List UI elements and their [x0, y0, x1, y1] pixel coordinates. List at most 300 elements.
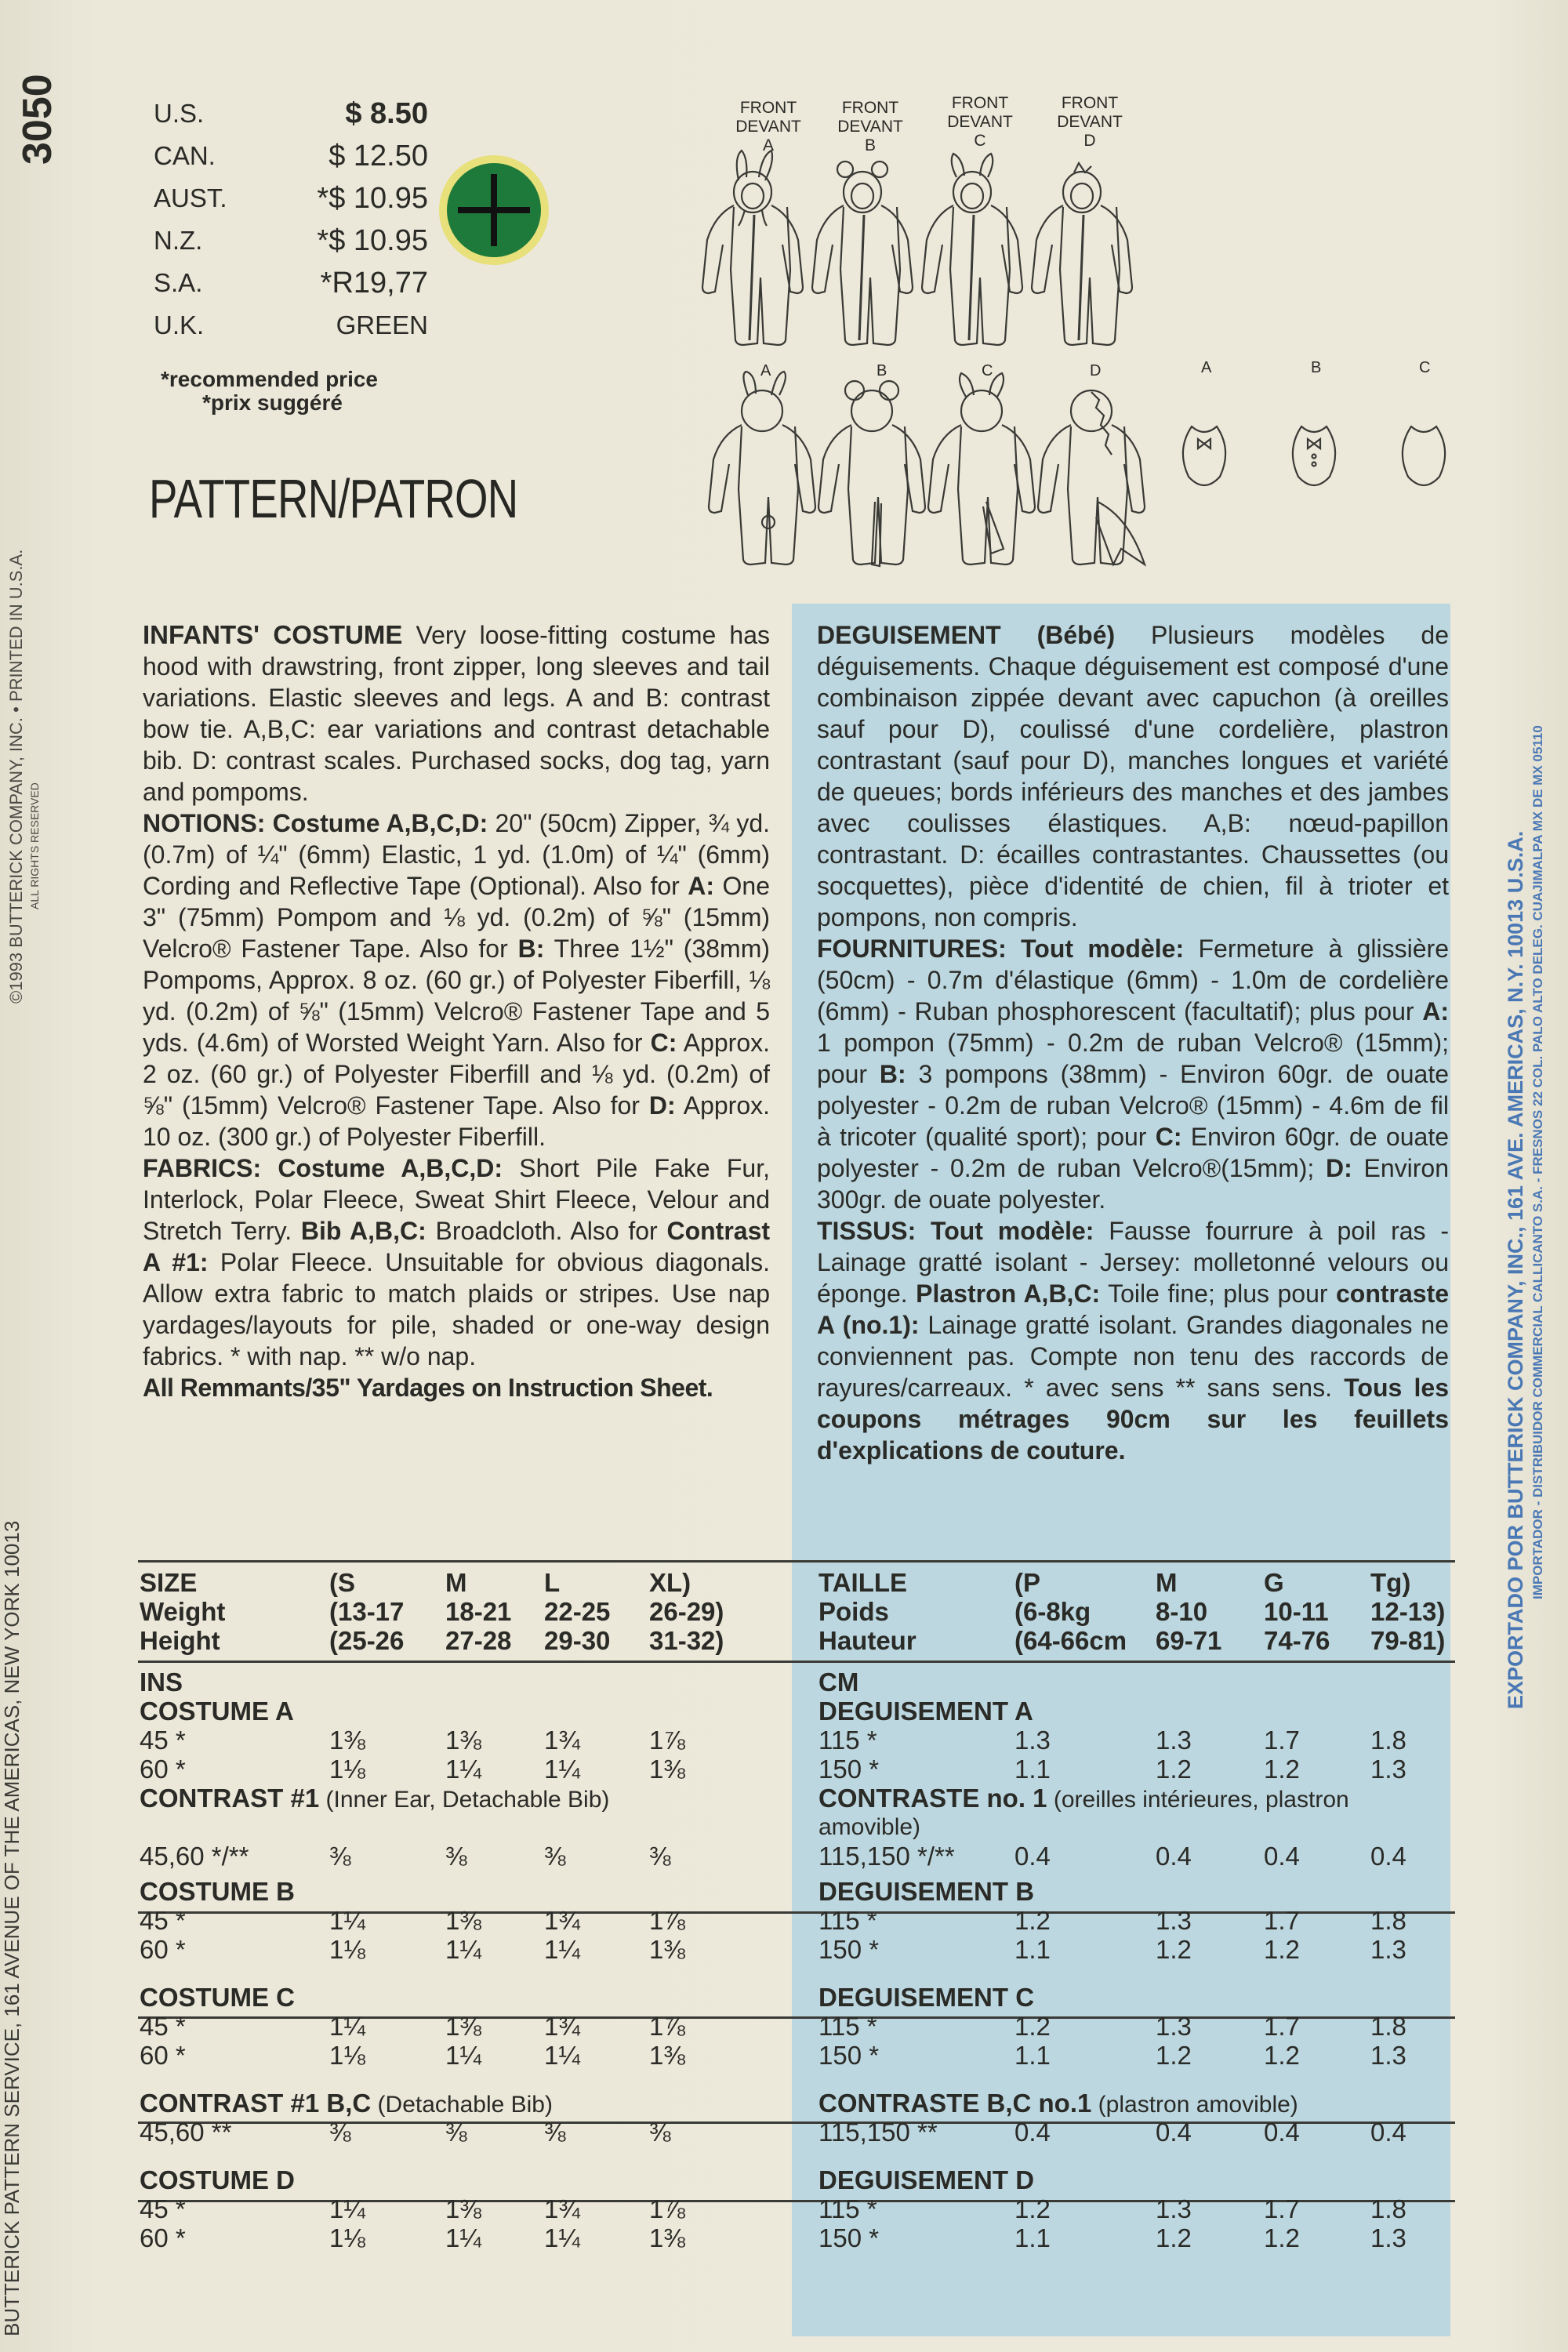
table-cell: 0.4 [1264, 2118, 1300, 2147]
table-cell: 1.1 [1014, 2041, 1051, 2070]
table-cell: ⅜ [329, 1842, 351, 1871]
table-cell: 1⅞ [649, 1726, 685, 1755]
table-cell: 0.4 [1156, 2118, 1192, 2147]
price-value: $ 8.50 [345, 97, 428, 130]
table-row [818, 2118, 1446, 2147]
front-label: FRONT [1061, 94, 1119, 112]
table-cell: 79-81) [1370, 1626, 1446, 1655]
table-cell: 1⅜ [649, 2041, 685, 2070]
table-cell: 0.4 [1370, 1842, 1406, 1871]
price-row [154, 304, 428, 347]
table-cell: 31-32) [649, 1626, 724, 1655]
costume-c-front-illustration [922, 154, 1022, 345]
row-label: CONTRASTE no. 1 [818, 1784, 1047, 1813]
table-header-row [140, 1626, 782, 1655]
table-cell: 1⅛ [329, 2041, 365, 2070]
table-row [140, 1842, 782, 1871]
fournitures-modele: Tout modèle: [1006, 935, 1185, 963]
table-cell: ⅜ [329, 2118, 351, 2147]
fournitures-heading: FOURNITURES: [817, 935, 1007, 963]
table-cell: 8-10 [1156, 1597, 1208, 1626]
back-view-letter: A [760, 362, 771, 379]
notions-paragraph [143, 808, 770, 1152]
remnants-note: All Remmants/35" Yardages on Instruction Sheet. [143, 1374, 713, 1402]
devant-label: DEVANT [837, 118, 903, 136]
pattern-title: PATTERN/PATRON [149, 468, 518, 529]
contrast-heading [818, 1784, 1446, 1813]
price-row [154, 93, 428, 135]
table-cell: 150 * [818, 1935, 880, 1964]
row-note: (Detachable Bib) [371, 2092, 553, 2118]
tissus-text: Lainage gratté isolant. Grandes diagonales ne conviennent pas. Compte non tenu des raccords de rayures/carreaux. * avec sens ** sans sens. [817, 1311, 1450, 1402]
view-label-d [1043, 94, 1137, 151]
table-cell: 150 * [818, 2041, 880, 2070]
price-country: S.A. [154, 268, 203, 297]
costume-b-front-illustration [812, 162, 913, 345]
table-cell: 115 * [818, 2012, 877, 2041]
description-paragraph [817, 619, 1449, 933]
contrast-heading [140, 2089, 782, 2118]
table-cell: 1¾ [544, 2012, 580, 2041]
costume-title: INFANTS' COSTUME [143, 620, 403, 649]
front-label: FRONT [739, 99, 797, 117]
fournitures-text: Environ 300gr. de ouate polyester. [817, 1154, 1449, 1214]
table-cell: 1¼ [544, 2041, 580, 2070]
table-cell: 1¼ [329, 2194, 365, 2223]
table-cell: 29-30 [544, 1626, 611, 1655]
table-cell: 1¾ [544, 1726, 580, 1755]
view-label-b [823, 99, 917, 155]
fabrics-costume: Costume A,B,C,D: [261, 1154, 503, 1182]
table-cell: Height [140, 1626, 220, 1655]
bib-view-letter: B [1311, 359, 1322, 376]
costume-title: DEGUISEMENT (Bébé) [817, 621, 1116, 649]
row-note: (oreilles intérieures, plastron [1047, 1787, 1349, 1813]
back-view-letter: B [877, 362, 887, 379]
table-cell: TAILLE [818, 1568, 908, 1597]
price-country: U.S. [154, 99, 205, 128]
section-divider [138, 1560, 1455, 1563]
table-cell: 1¼ [329, 2012, 365, 2041]
table-cell: 0.4 [1014, 1842, 1051, 1871]
table-cell: (6-8kg [1014, 1597, 1091, 1626]
table-cell: 1⅜ [445, 2194, 481, 2223]
table-row [818, 2194, 1446, 2223]
table-cell: 1⅜ [445, 1726, 481, 1755]
fournitures-b: B: [879, 1060, 906, 1088]
price-row [154, 220, 428, 262]
table-cell: 12-13) [1370, 1597, 1446, 1626]
table-cell: 1.2 [1264, 2041, 1300, 2070]
table-cell: L [544, 1568, 561, 1597]
table-cell: 1.2 [1014, 2012, 1051, 2041]
fournitures-text: Fermeture à glissière (50cm) - 0.7m d'élastique (6mm) - 1.0m de cordelière (6mm) - Ruban phosphorescent (facultatif); plus pour [817, 935, 1450, 1025]
table-cell: 1.2 [1156, 2223, 1192, 2252]
row-label: DEGUISEMENT B [818, 1877, 1035, 1906]
fournitures-text: Environ 60gr. de ouate polyester - 0.2m de ruban Velcro®(15mm); [817, 1123, 1450, 1182]
bib-view-letter: A [1201, 359, 1212, 376]
row-label: DEGUISEMENT A [818, 1697, 1033, 1726]
table-cell: Poids [818, 1597, 889, 1626]
yardage-table-english [140, 1568, 782, 2252]
table-cell: 1¾ [544, 2194, 580, 2223]
fournitures-c: C: [1155, 1123, 1182, 1151]
table-cell: 1.8 [1370, 1726, 1406, 1755]
tissus-end: Tous les coupons métrages 90cm sur les feuillets d'explications de couture. [817, 1374, 1450, 1465]
table-cell: 1¼ [544, 1755, 580, 1784]
table-cell: 1⅞ [649, 2012, 685, 2041]
table-cell: 1¼ [544, 1935, 580, 1964]
table-cell: M [445, 1568, 467, 1597]
costume-description: Plusieurs modèles de déguisements. Chaque déguisement est composé d'une combinaison zippée devant avec capuchon (à oreilles sauf pour D), coulissé d'une cordelière, plastron contrastant (sauf pour D), manches longues et variété de queues; bords inférieurs des manches et des jambes avec coulisses élastiques. A,B: nœud-papillon contrastant. D: écailles contrastantes. Chaussettes (ou socquettes), pièce d'identité de chien, fil à trioter et pompons, non compris. [817, 621, 1450, 931]
table-cell: 1¼ [445, 1755, 481, 1784]
table-cell: 45 * [140, 1906, 186, 1935]
notions-costume: Costume A,B,C,D: [265, 809, 488, 837]
table-cell: 1.8 [1370, 2012, 1406, 2041]
fabrics-text: Short Pile Fake Fur, Interlock, Polar Fleece, Sweat Shirt Fleece, Velour and Stretch Terry. [143, 1154, 771, 1245]
description-paragraph [143, 619, 770, 808]
table-row [140, 2223, 782, 2252]
fabrics-bib: Bib A,B,C: [300, 1217, 426, 1245]
price-country: CAN. [154, 141, 216, 170]
table-cell: 60 * [140, 2223, 186, 2252]
tissus-paragraph [817, 1215, 1449, 1466]
table-cell: 45 * [140, 2194, 186, 2223]
table-cell: 1.2 [1156, 2041, 1192, 2070]
row-label: COSTUME A [140, 1697, 294, 1726]
table-cell: 0.4 [1014, 2118, 1051, 2147]
table-cell: 18-21 [445, 1597, 512, 1626]
front-view-labels [706, 94, 1160, 157]
table-cell: 1.7 [1264, 1726, 1300, 1755]
fabrics-contrast: Contrast A #1: [143, 1217, 771, 1276]
costume-c-back-illustration [928, 373, 1035, 564]
table-cell: (S [329, 1568, 355, 1597]
table-cell: (P [1014, 1568, 1040, 1597]
table-row [140, 1935, 782, 1964]
devant-label: DEVANT [1057, 113, 1123, 131]
table-cell: 45 * [140, 1726, 186, 1755]
import-line: IMPORTADOR - DISTRIBUIDOR COMMERCIAL CALLICANTO S.A. - FRESNOS 22 COL. PALO ALTO DELEG. CUAJIMALPA MX DE MX 05110 [1530, 725, 1545, 1599]
rights-line: ALL RIGHTS RESERVED [28, 782, 41, 909]
table-cell: Weight [140, 1597, 226, 1626]
table-row [140, 2041, 782, 2070]
table-cell: 74-76 [1264, 1626, 1330, 1655]
notions-text: Approx. 2 oz. (60 gr.) of Polyester Fiberfill and ⅛ yd. (0.2m) of ⅝" (15mm) Velcro® Fastener Tape. Also for [143, 1029, 771, 1120]
table-cell: 1¼ [445, 2223, 481, 2252]
table-row [818, 1726, 1446, 1755]
table-cell: 1⅜ [649, 2223, 685, 2252]
table-header-row [140, 1568, 782, 1597]
table-row [818, 1755, 1446, 1784]
costume-heading [818, 1877, 1446, 1906]
table-cell: 1.3 [1370, 1935, 1406, 1964]
view-label-c [933, 94, 1027, 151]
notions-b: B: [517, 935, 545, 963]
table-cell: 115,150 ** [818, 2118, 938, 2147]
table-cell: 1.8 [1370, 2194, 1406, 2223]
row-note: amovible) [818, 1814, 921, 1840]
bib-view-letter: C [1419, 359, 1431, 376]
table-cell: 1.3 [1156, 2194, 1192, 2223]
fournitures-text: 3 pompons (38mm) - Environ 60gr. de ouate polyester - 0.2m de ruban Velcro® (15mm) - 4.6m de fil à tricoter (qualité sport); pour [817, 1060, 1450, 1151]
view-label-a [721, 99, 815, 155]
tissus-text: Toile fine; plus pour [1100, 1279, 1336, 1308]
table-cell: 0.4 [1264, 1842, 1300, 1871]
table-cell: 60 * [140, 1755, 186, 1784]
table-cell: SIZE [140, 1568, 198, 1597]
fournitures-paragraph [817, 933, 1449, 1215]
table-cell: 1⅛ [329, 1935, 365, 1964]
table-cell: ⅜ [445, 2118, 467, 2147]
table-header-row [140, 1597, 782, 1626]
table-cell: 0.4 [1156, 1842, 1192, 1871]
bib-a-illustration [1183, 426, 1225, 485]
table-cell: 1⅞ [649, 2194, 685, 2223]
table-row [818, 1842, 1446, 1871]
row-label: COSTUME C [140, 1983, 295, 2012]
fabrics-heading: FABRICS: [143, 1154, 262, 1182]
row-label: CONTRAST #1 [140, 1784, 320, 1813]
notions-text: One 3" (75mm) Pompom and ⅛ yd. (0.2m) of ⅝" (15mm) Velcro® Fastener Tape. Also for [143, 872, 771, 963]
table-cell: 1.7 [1264, 1906, 1300, 1935]
table-cell: 1.3 [1156, 1726, 1192, 1755]
table-row [818, 1935, 1446, 1964]
costume-heading [818, 1697, 1446, 1726]
yardage-table-french [818, 1568, 1446, 2252]
table-cell: 60 * [140, 1935, 186, 1964]
table-row [140, 2194, 782, 2223]
price-country: U.K. [154, 310, 205, 339]
table-cell: ⅜ [445, 1842, 467, 1871]
publisher-address: BUTTERICK PATTERN SERVICE, 161 AVENUE OF THE AMERICAS, NEW YORK 10013 [0, 1520, 24, 2336]
green-pattern-symbol-icon [447, 163, 541, 257]
tissus-contraste: contraste A (no.1): [817, 1279, 1450, 1339]
table-row [818, 2012, 1446, 2041]
table-header-row [818, 1568, 1446, 1597]
tissus-modele: Tout modèle: [916, 1217, 1094, 1245]
costume-b-back-illustration [818, 381, 925, 566]
price-value: GREEN [336, 310, 428, 339]
notions-text: Approx. 10 oz. (300 gr.) of Polyester Fiberfill. [143, 1091, 770, 1151]
table-cell: 1¼ [329, 1906, 365, 1935]
table-cell: 1¼ [445, 1935, 481, 1964]
back-view-letter: C [982, 362, 993, 379]
table-header-row [818, 1597, 1446, 1626]
tissus-text: Fausse fourrure à poil ras - Lainage gratté isolant - Jersey: molletonné velours ou éponge. [817, 1217, 1450, 1308]
table-cell: 115 * [818, 1906, 877, 1935]
table-cell: 60 * [140, 2041, 186, 2070]
notions-heading: NOTIONS: [143, 809, 266, 837]
contrast-heading [140, 1784, 782, 1813]
table-row [140, 1755, 782, 1784]
table-cell: 1.3 [1370, 1755, 1406, 1784]
devant-label: DEVANT [735, 118, 801, 136]
row-label: CONTRASTE B,C no.1 [818, 2089, 1092, 2118]
notions-text: 20" (50cm) Zipper, ¾ yd. (0.7m) of ¼" (6mm) Elastic, 1 yd. (1.0m) of ¼" (6mm) Cording and Reflective Tape (Optional). Also for [143, 809, 771, 900]
table-row [140, 2118, 782, 2147]
price-value: $ 12.50 [328, 140, 428, 172]
back-view-letter: D [1090, 362, 1102, 379]
table-cell: 1.7 [1264, 2012, 1300, 2041]
table-cell: 1.1 [1014, 2223, 1051, 2252]
costume-a-front-illustration [702, 151, 803, 345]
french-description [817, 619, 1449, 1466]
table-header-row [818, 1626, 1446, 1655]
recommended-price-note: *recommended price [161, 367, 378, 391]
notions-text: Three 1½" (38mm) Pompoms, Approx. 8 oz. (60 gr.) of Polyester Fiberfill, ⅛ yd. (0.2m) of ⅝" (15mm) Velcro® Fastener Tape and 5 yds. (4.6m) of Worsted Weight Yarn. Also for [143, 935, 771, 1057]
view-letter: A [762, 136, 774, 154]
table-cell: 69-71 [1156, 1626, 1222, 1655]
suggested-price-note: *prix suggéré [202, 390, 343, 415]
table-cell: 45,60 ** [140, 2118, 232, 2147]
unit-row [818, 1668, 1446, 1697]
table-cell: 1.3 [1370, 2041, 1406, 2070]
costume-heading [140, 1697, 782, 1726]
costume-a-back-illustration [709, 372, 815, 564]
notions-d: D: [648, 1091, 676, 1120]
price-row [154, 135, 428, 177]
row-label: DEGUISEMENT C [818, 1983, 1035, 2012]
table-cell: (13-17 [329, 1597, 405, 1626]
row-note: (Inner Ear, Detachable Bib) [319, 1787, 610, 1813]
table-cell: G [1264, 1568, 1284, 1597]
costume-d-back-illustration [1038, 390, 1145, 564]
table-cell: 22-25 [544, 1597, 611, 1626]
table-cell: 1⅛ [329, 2223, 365, 2252]
table-cell: 1⅜ [445, 2012, 481, 2041]
table-cell: 1⅞ [649, 1906, 685, 1935]
price-value: *$ 10.95 [317, 182, 428, 215]
table-cell: ⅜ [544, 2118, 566, 2147]
back-view-illustrations [698, 368, 1482, 588]
table-cell: 1.8 [1370, 1906, 1406, 1935]
row-note: (plastron amovible) [1091, 2092, 1298, 2118]
price-row [154, 262, 428, 304]
table-cell: XL) [649, 1568, 691, 1597]
row-label: COSTUME B [140, 1877, 295, 1906]
contrast-heading [818, 2089, 1446, 2118]
costume-heading [140, 1983, 782, 2012]
fournitures-a: A: [1422, 997, 1449, 1025]
table-cell: 1⅜ [329, 1726, 365, 1755]
table-cell: 1⅜ [649, 1755, 685, 1784]
table-cell: 10-11 [1264, 1597, 1329, 1626]
table-row [818, 1906, 1446, 1935]
tissus-heading: TISSUS: [817, 1217, 916, 1245]
fournitures-d: D: [1326, 1154, 1352, 1182]
fournitures-text: 1 pompon (75mm) - 0.2m de ruban Velcro® (15mm); pour [817, 1029, 1449, 1088]
view-letter: D [1083, 132, 1096, 150]
table-cell: 1.1 [1014, 1755, 1051, 1784]
table-cell: 1¼ [445, 2041, 481, 2070]
tissus-plastron: Plastron A,B,C: [916, 1279, 1101, 1308]
row-label: CONTRAST #1 B,C [140, 2089, 372, 2118]
table-cell: 150 * [818, 1755, 880, 1784]
costume-heading [140, 1877, 782, 1906]
table-cell: 1.2 [1156, 1755, 1192, 1784]
contrast-heading-continued [818, 1813, 1446, 1842]
price-value: *R19,77 [320, 267, 428, 299]
bib-b-illustration [1293, 426, 1335, 485]
table-cell: (64-66cm [1014, 1626, 1127, 1655]
table-cell: 1⅜ [445, 1906, 481, 1935]
costume-heading [818, 2165, 1446, 2194]
fabrics-text: Polar Fleece. Unsuitable for obvious diagonals. Allow extra fabric to match plaids or stripes. Use nap yardages/layouts for pile, shaded or one-way design fabrics. * with nap. ** w/o nap. [143, 1248, 771, 1370]
table-row [818, 2041, 1446, 2070]
costume-heading [140, 2165, 782, 2194]
table-cell: 1.1 [1014, 1935, 1051, 1964]
table-cell: ⅜ [649, 2118, 671, 2147]
english-description [143, 619, 770, 1403]
notions-a: A: [688, 872, 715, 900]
table-cell: 1.3 [1156, 1906, 1192, 1935]
table-cell: 150 * [818, 2223, 880, 2252]
row-label: COSTUME D [140, 2165, 295, 2194]
table-cell: 1.3 [1370, 2223, 1406, 2252]
table-row [140, 1906, 782, 1935]
table-row [140, 2012, 782, 2041]
view-letter: B [864, 136, 876, 154]
costume-heading [818, 1983, 1446, 2012]
price-value: *$ 10.95 [317, 224, 428, 257]
front-label: FRONT [841, 99, 899, 117]
front-label: FRONT [951, 94, 1009, 112]
table-cell: 1⅜ [649, 1935, 685, 1964]
table-row [140, 1726, 782, 1755]
price-row [154, 177, 428, 220]
table-cell: 1.2 [1156, 1935, 1192, 1964]
copyright-line: ©1993 BUTTERICK COMPANY, INC. • PRINTED IN U.S.A. [6, 549, 26, 1004]
unit-row [140, 1668, 782, 1697]
table-cell: 1.2 [1014, 2194, 1051, 2223]
table-cell: 1.2 [1014, 1906, 1051, 1935]
table-cell: Tg) [1370, 1568, 1411, 1597]
price-table [154, 93, 428, 347]
table-cell: 0.4 [1370, 2118, 1406, 2147]
costume-d-front-illustration [1032, 163, 1132, 345]
table-cell: 115 * [818, 1726, 877, 1755]
notions-c: C: [650, 1029, 677, 1057]
table-cell: 1.3 [1156, 2012, 1192, 2041]
table-cell: 115 * [818, 2194, 877, 2223]
fabrics-paragraph [143, 1152, 770, 1372]
table-cell: (25-26 [329, 1626, 405, 1655]
front-view-illustrations [698, 149, 1184, 353]
pattern-number: 3050 [15, 74, 60, 165]
table-cell: Hauteur [818, 1626, 916, 1655]
table-cell: 1⅛ [329, 1755, 365, 1784]
table-cell: ⅜ [649, 1842, 671, 1871]
table-cell: 1.2 [1264, 2223, 1300, 2252]
price-country: AUST. [154, 183, 227, 212]
costume-description: Very loose-fitting costume has hood with drawstring, front zipper, long sleeves and tail variations. Elastic sleeves and legs. A and B: contrast bow tie. A,B,C: ear variations and contrast detachable bib. D: contrast scales. Purchased socks, dog tag, yarn and pompoms. [143, 621, 771, 806]
table-cell: ⅜ [544, 1842, 566, 1871]
table-cell: 1¼ [544, 2223, 580, 2252]
row-label: DEGUISEMENT D [818, 2165, 1035, 2194]
table-row [818, 2223, 1446, 2252]
fabrics-text: Broadcloth. Also for [426, 1217, 667, 1245]
table-cell: 1.2 [1264, 1755, 1300, 1784]
table-cell: 115,150 */** [818, 1842, 955, 1871]
table-cell: 1¾ [544, 1906, 580, 1935]
table-cell: 1.2 [1264, 1935, 1300, 1964]
export-line: EXPORTADO POR BUTTERICK COMPANY, INC., 161 AVE. AMERICAS, N.Y. 10013 U.S.A. [1504, 830, 1527, 1709]
view-letter: C [974, 132, 986, 150]
table-cell: 1.3 [1014, 1726, 1051, 1755]
row-label: INS [140, 1668, 183, 1697]
table-cell: 45,60 */** [140, 1842, 249, 1871]
